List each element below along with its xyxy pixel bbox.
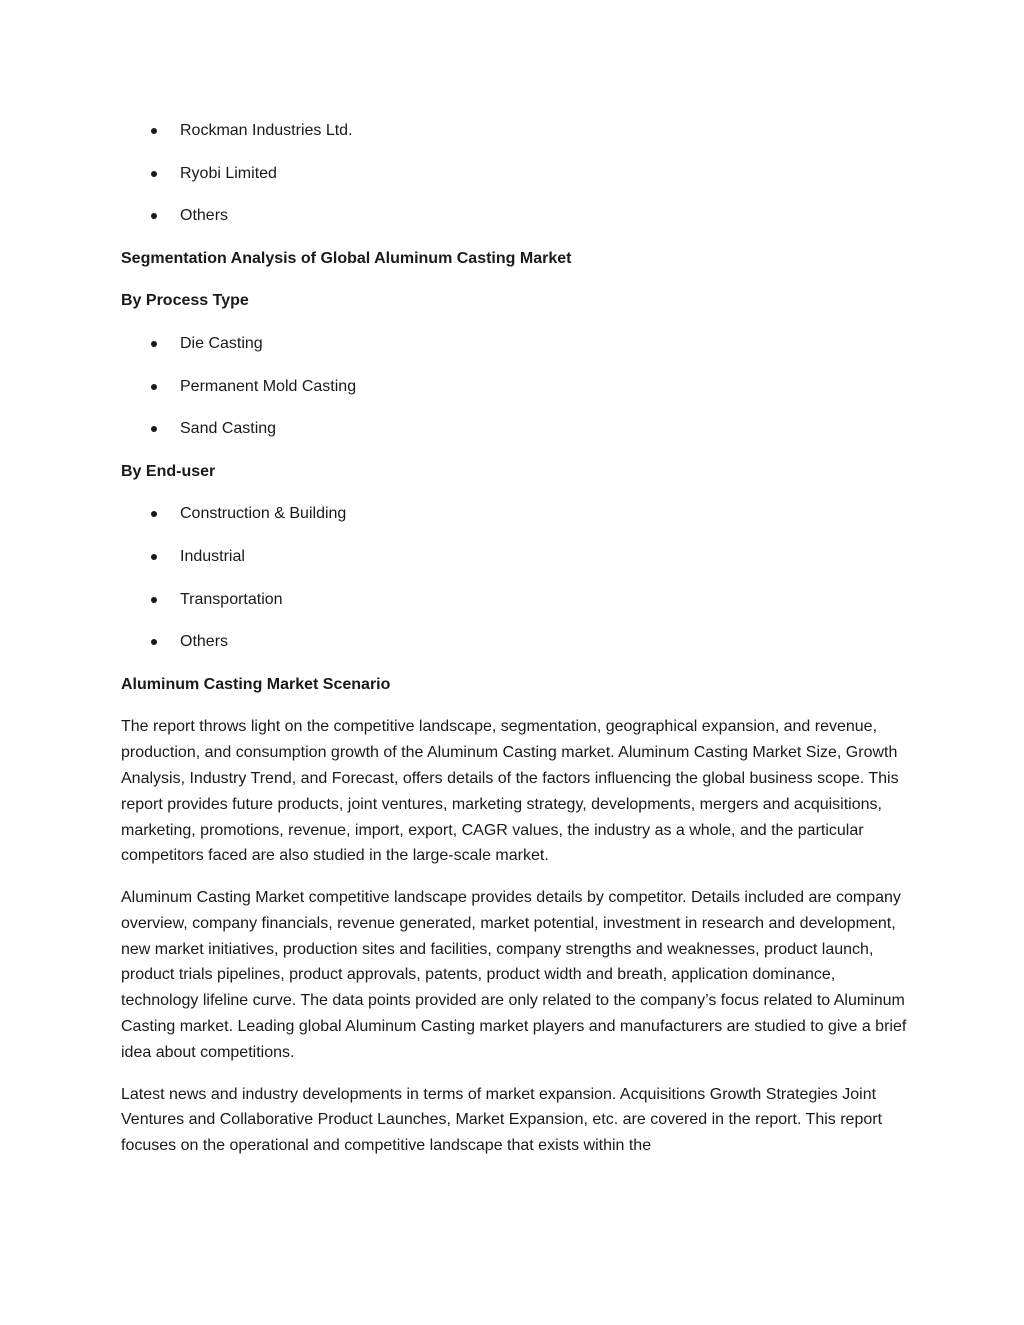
list-item-label: Transportation [180, 590, 283, 608]
list-item [121, 118, 911, 161]
list-item [121, 161, 911, 204]
list-item [121, 629, 911, 672]
bullet-icon [151, 511, 157, 517]
scenario-paragraph: Aluminum Casting Market competitive landscape provides details by competitor. Details included are company overview, company financials, revenue generated, market potential, investment in research and development, new market initiatives, production sites and facilities, company strengths and weaknesses, product launch, product trials pipelines, product approvals, patents, product width and breath, application dominance, technology lifeline curve. The data points provided are only related to the company’s focus related to Aluminum Casting market. Leading global Aluminum Casting market players and manufacturers are studied to give a brief idea about competitions. [121, 889, 907, 1061]
bullet-icon [151, 639, 157, 645]
segmentation-heading: Segmentation Analysis of Global Aluminum Casting Market [121, 249, 572, 267]
bullet-icon [151, 597, 157, 603]
list-item-label: Industrial [180, 547, 245, 565]
list-item-label: Construction & Building [180, 505, 347, 523]
list-item [121, 416, 911, 459]
list-item-label: Sand Casting [180, 420, 277, 438]
list-item-label: Permanent Mold Casting [180, 377, 357, 395]
page-content [121, 118, 911, 1175]
bullet-icon [151, 341, 157, 347]
list-item [121, 203, 911, 246]
bullet-icon [151, 213, 157, 219]
end-user-list [121, 501, 911, 671]
process-type-heading: By Process Type [121, 292, 249, 310]
bullet-icon [151, 554, 157, 560]
list-item-label: Others [180, 207, 229, 225]
list-item-label: Rockman Industries Ltd. [180, 122, 353, 139]
scenario-heading: Aluminum Casting Market Scenario [121, 675, 391, 693]
list-item-label: Ryobi Limited [180, 164, 277, 182]
list-item [121, 501, 911, 544]
bullet-icon [151, 426, 157, 432]
scenario-paragraph: Latest news and industry developments in terms of market expansion. Acquisitions Growth Strategies Joint Ventures and Collaborative Product Launches, Market Expansion, etc. are covered in the report. This report focuses on the operational and competitive landscape that exists within the [121, 1085, 883, 1155]
list-item [121, 587, 911, 630]
list-item-label: Others [180, 633, 229, 651]
bullet-icon [151, 171, 157, 177]
list-item [121, 374, 911, 417]
bullet-icon [151, 384, 157, 390]
list-item-label: Die Casting [180, 334, 263, 352]
list-item [121, 544, 911, 587]
process-type-list [121, 331, 911, 459]
bullet-icon [151, 128, 157, 134]
company-list [121, 118, 911, 246]
list-item [121, 331, 911, 374]
end-user-heading: By End-user [121, 462, 216, 480]
scenario-paragraph: The report throws light on the competitive landscape, segmentation, geographical expansion, and revenue, production, and consumption growth of the Aluminum Casting market. Aluminum Casting Market Size, Growth Analysis, Industry Trend, and Forecast, offers details of the factors influencing the global business scope. This report provides future products, joint ventures, marketing strategy, developments, mergers and acquisitions, marketing, promotions, revenue, import, export, CAGR values, the industry as a whole, and the particular competitors faced are also studied in the large-scale market. [121, 718, 899, 865]
